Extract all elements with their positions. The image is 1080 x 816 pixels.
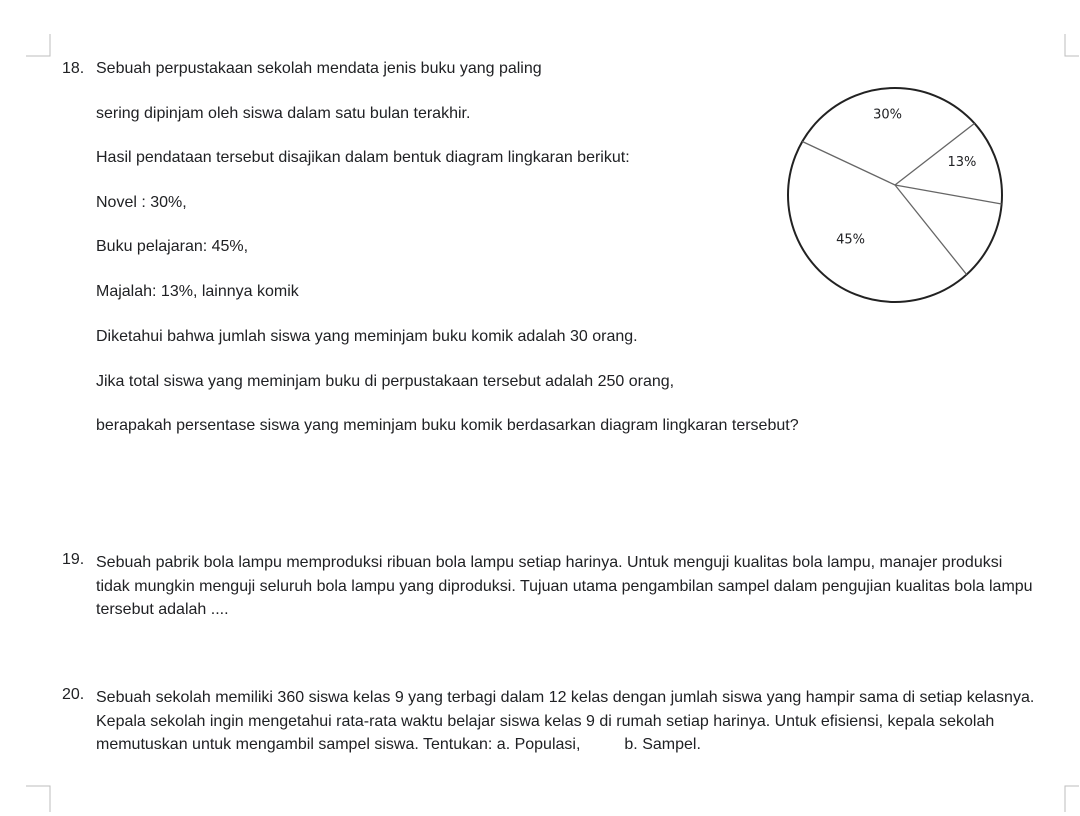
pie-slice-label-1: 30% <box>873 107 903 123</box>
q19-text: Sebuah pabrik bola lampu memproduksi ribuan bola lampu setiap harinya. Untuk menguji kualitas bola lampu, manajer produksi tidak mungkin menguji seluruh bola lampu yang diproduksi. Tujuan utama pengambilan sampel dalam pengujian kualitas bola lampu tersebut adalah .... <box>96 554 1033 618</box>
q18-line-1: Sebuah perpustakaan sekolah mendata jenis buku yang paling <box>96 60 542 77</box>
pie-slice-label-4: 45% <box>836 232 866 248</box>
q19-number: 19. <box>62 551 85 568</box>
pie-slice-label-2: 13% <box>947 155 977 170</box>
q18-line-8: Jika total siswa yang meminjam buku di perpustakaan tersebut adalah 250 orang, <box>96 373 675 390</box>
pie-chart-svg <box>780 80 1010 310</box>
q20-main-text: Sebuah sekolah memiliki 360 siswa kelas 9 yang terbagi dalam 12 kelas dengan jumlah siswa yang hampir sama di setiap kelasnya. Kepala sekolah ingin mengetahui rata-rata waktu belajar siswa kelas 9 di rumah setiap harinya. Untuk efisiensi, kepala sekolah memutuskan untuk mengambil sampel siswa. Tentukan: a. Populasi, <box>96 689 1035 753</box>
q18-line-9: berapakah persentase siswa yang meminjam buku komik berdasarkan diagram lingkaran tersebut? <box>96 417 799 434</box>
q18-line-majalah: Majalah: 13%, lainnya komik <box>96 283 299 300</box>
q18-line-pelajaran: Buku pelajaran: 45%, <box>96 238 249 255</box>
q18-line-3: Hasil pendataan tersebut disajikan dalam bentuk diagram lingkaran berikut: <box>96 149 630 166</box>
q18-number: 18. <box>62 60 85 77</box>
q20-text <box>96 686 1036 757</box>
q18-line-7: Diketahui bahwa jumlah siswa yang meminjam buku komik adalah 30 orang. <box>96 328 638 345</box>
q18-line-2: sering dipinjam oleh siswa dalam satu bulan terakhir. <box>96 105 471 122</box>
q20-part-b: b. Sampel. <box>624 736 701 753</box>
q20-number: 20. <box>62 686 85 703</box>
pie-chart <box>780 80 1010 310</box>
q18-line-novel: Novel : 30%, <box>96 194 187 211</box>
